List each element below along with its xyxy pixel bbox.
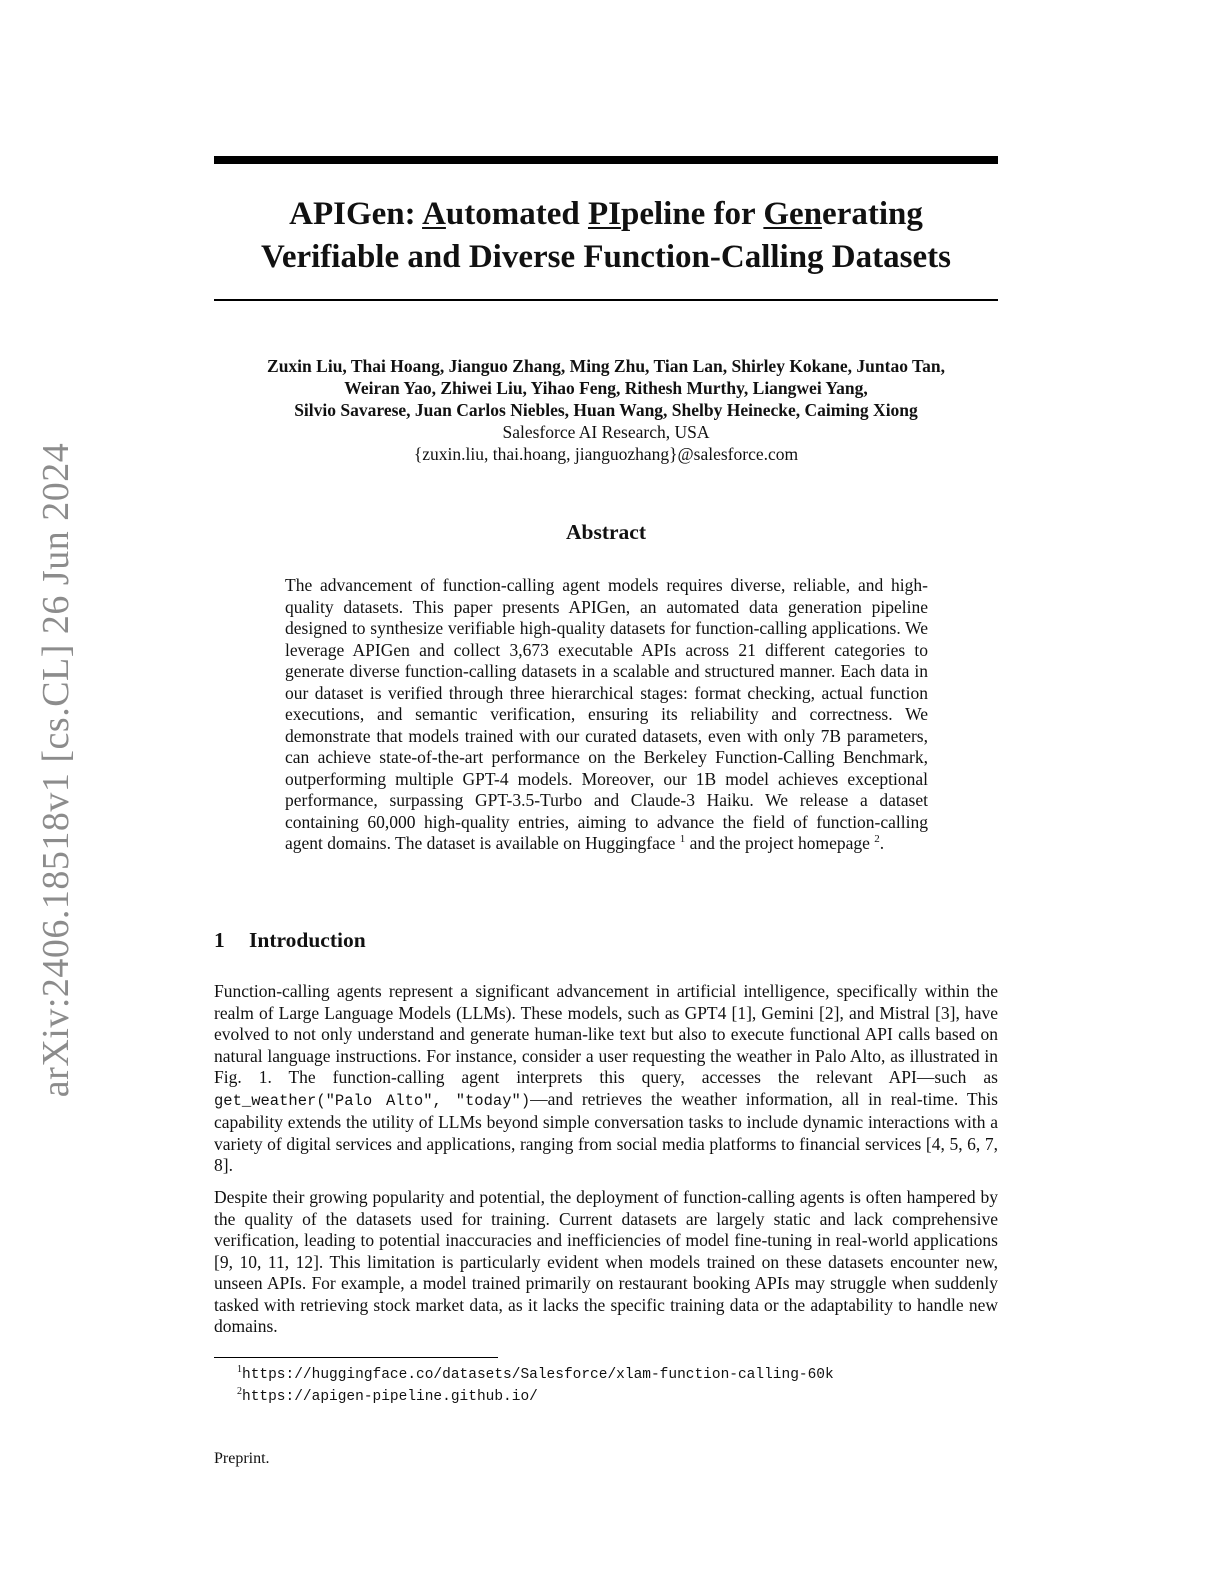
intro-paragraph-1: Function-calling agents represent a significant advancement in artificial intelligence, specifically within the realm of Large Language Models (LLMs). These models, such as GPT4 [1], Gemini [2], and Mistral [3], have evolved to not only understand and generate human-like text but also to execute functional API calls based on natural language instructions. For instance, consider a user requesting the weather in Palo Alto, as illustrated in Fig. 1. The function-calling agent interprets this query, accesses the relevant API—such as get_weather("Palo Alto", "today")—and retrieves the weather information, all in real-time. This capability extends the utility of LLMs beyond simple conversation tasks to include dynamic interactions with a variety of digital services and applications, ranging from social media platforms to financial services [4, 5, 6, 7, 8]. [214,981,998,1175]
section-heading-introduction: 1 Introduction [214,928,366,952]
abstract-text: The advancement of function-calling agent models requires diverse, reliable, and high-quality datasets. This paper presents APIGen, an automated data generation pipeline designed to synthesize verifiable high-quality datasets for function-calling applications. We leverage APIGen and collect 3,673 executable APIs across 21 different categories to generate diverse function-calling datasets in a scalable and structured manner. Each data in our dataset is verified through three hierarchical stages: format checking, actual function executions, and semantic verification, ensuring its reliability and correctness. We demonstrate that models trained with our curated datasets, even with only 7B parameters, can achieve state-of-the-art performance on the Berkeley Function-Calling Benchmark, outperforming multiple GPT-4 models. Moreover, our 1B model achieves exceptional performance, surpassing GPT-3.5-Turbo and Claude-3 Haiku. We release a dataset containing 60,000 high-quality entries, aiming to advance the field of function-calling agent domains. The dataset is available on Huggingface $^1$ and the project homepage $^2$. [285,575,928,853]
affiliation: Salesforce AI Research, USA [502,422,710,442]
preprint-footer: Preprint. [214,1450,270,1467]
footnotes [237,1365,834,1408]
title-top-rule [214,156,998,164]
inline-code: get_weather("Palo Alto", "today") [214,1091,531,1110]
author-line-3: Silvio Savarese, Juan Carlos Niebles, Huan Wang, Shelby Heinecke, Caiming Xiong [294,400,918,420]
paper-title: APIGen: Automated PIpeline for Generating Verifiable and Diverse Function-Calling Datasets [261,196,951,275]
intro-paragraph-2: Despite their growing popularity and potential, the deployment of function-calling agents is often hampered by the quality of the datasets used for training. Current datasets are largely static and lack comprehensive verification, leading to potential inaccuracies and inefficiencies of model fine-tuning in real-world applications [9, 10, 11, 12]. This limitation is particularly evident when models trained on these datasets encounter new, unseen APIs. For example, a model trained primarily on restaurant booking APIs may struggle when suddenly tasked with retrieving stock market data, as it lacks the specific training data or the adaptability to handle new domains. [214,1187,998,1336]
footnote-ref-2[interactable]: 2 [874,833,880,846]
footnote-rule [214,1357,498,1358]
author-line-2: Weiran Yao, Zhiwei Liu, Yihao Feng, Rithesh Murthy, Liangwei Yang, [344,378,868,398]
arxiv-identifier: arXiv:2406.18518v1 [cs.CL] 26 Jun 2024 [35,442,78,1098]
footnote-2[interactable]: $^2$https://apigen-pipeline.github.io/ [237,1385,538,1405]
author-emails: {zuxin.liu, thai.hoang, jianguozhang}@salesforce.com [413,444,799,464]
title-bottom-rule [214,299,998,301]
footnote-1[interactable]: $^1$https://huggingface.co/datasets/Salesforce/xlam-function-calling-60k [237,1364,834,1383]
footnote-link[interactable]: https://apigen-pipeline.github.io/ [242,1388,538,1405]
footnote-link[interactable]: https://huggingface.co/datasets/Salesforce/xlam-function-calling-60k [242,1367,834,1383]
abstract-heading: Abstract [565,520,646,544]
footnote-ref-1[interactable]: 1 [679,833,686,846]
author-block [214,355,998,465]
author-line-1: Zuxin Liu, Thai Hoang, Jianguo Zhang, Ming Zhu, Tian Lan, Shirley Kokane, Juntao Tan, [267,356,945,376]
